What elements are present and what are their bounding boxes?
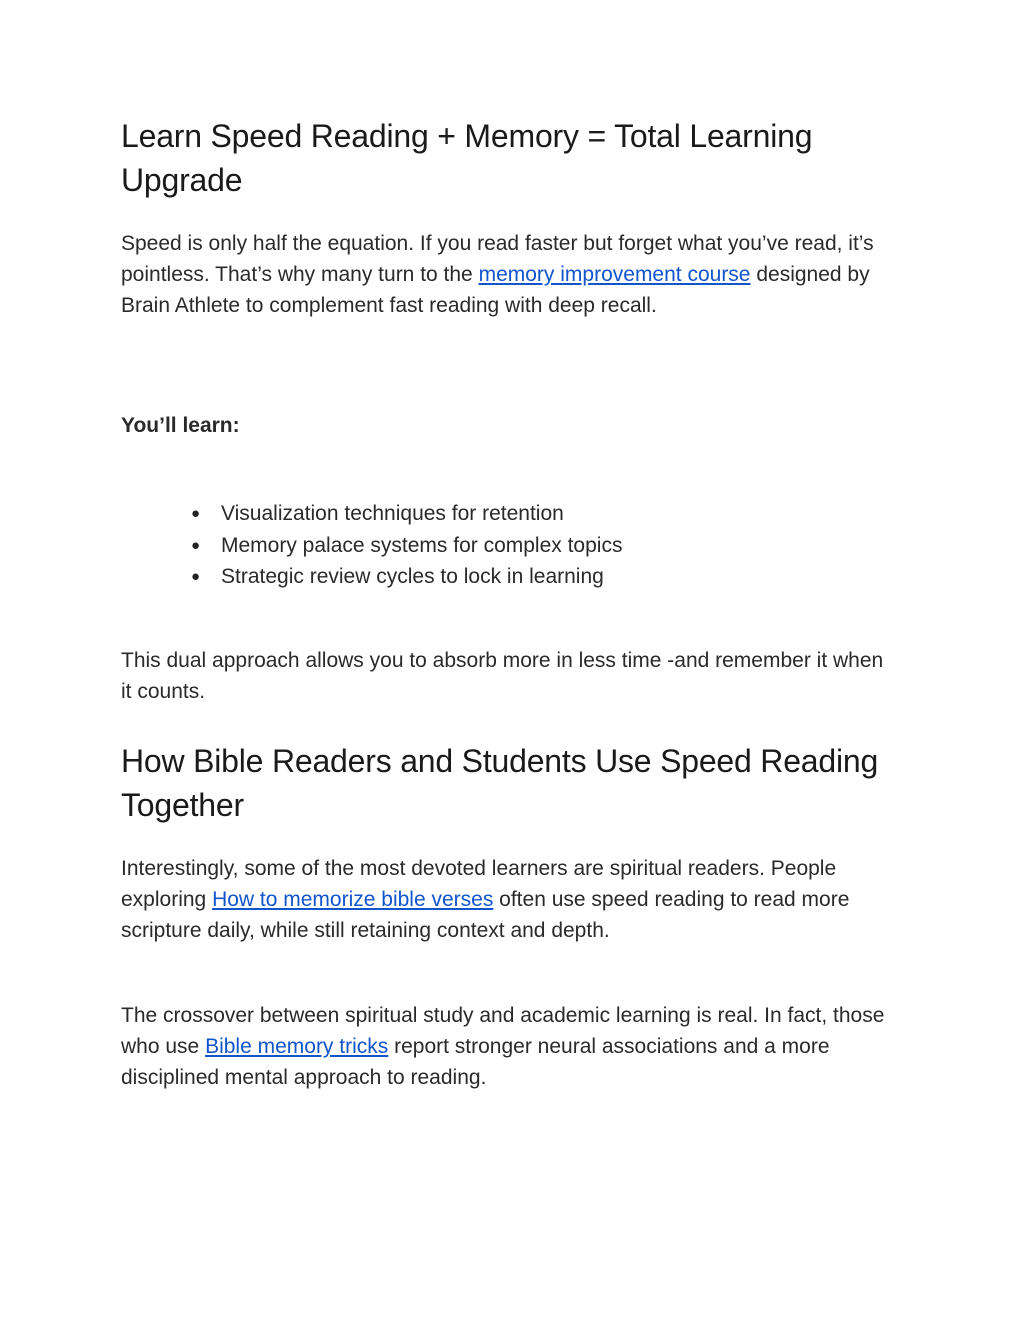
paragraph-dual-approach: This dual approach allows you to absorb more in less time -and remember it when it counts.	[121, 649, 884, 703]
bullet-icon: ●	[191, 536, 201, 554]
bible-memory-tricks-link[interactable]: Bible memory tricks	[205, 1035, 389, 1058]
paragraph-speed-half-equation	[121, 228, 891, 321]
list-item	[188, 498, 622, 530]
paragraph-spiritual-readers	[121, 853, 901, 946]
bullet-icon: ●	[191, 568, 201, 585]
you-will-learn-label: You’ll learn:	[121, 414, 240, 437]
list-item	[188, 530, 622, 562]
paragraph-text: Speed is only half the equation. If you read faster but forget what you’ve read, it’s pointless. That’s why many turn to the	[121, 232, 874, 286]
paragraph-crossover	[121, 1000, 901, 1093]
section-heading-bible-readers: How Bible Readers and Students Use Speed Reading Together	[121, 743, 879, 823]
paragraph-text: The crossover between spiritual study and academic learning is real. In fact, those who use	[121, 1004, 885, 1058]
paragraph-text: report stronger neural associations and a more disciplined mental approach to reading.	[121, 1035, 830, 1089]
paragraph-text: designed by Brain Athlete to complement fast reading with deep recall.	[121, 263, 870, 317]
list-item	[188, 561, 622, 593]
paragraph-text: Interestingly, some of the most devoted learners are spiritual readers. People exploring	[121, 857, 837, 911]
memorize-bible-verses-link[interactable]: How to memorize bible verses	[212, 888, 494, 911]
bullet-icon: ●	[191, 505, 201, 522]
memory-improvement-course-link[interactable]: memory improvement course	[478, 263, 751, 286]
list-item-text: Visualization techniques for retention	[221, 502, 564, 525]
list-item-text: Strategic review cycles to lock in learning	[221, 565, 604, 588]
list-item-text: Memory palace systems for complex topics	[221, 533, 623, 557]
section-heading-speed-memory: Learn Speed Reading + Memory = Total Learning Upgrade	[121, 118, 813, 198]
learning-list	[188, 498, 622, 593]
paragraph-text: often use speed reading to read more scripture daily, while still retaining context and depth.	[121, 888, 850, 942]
